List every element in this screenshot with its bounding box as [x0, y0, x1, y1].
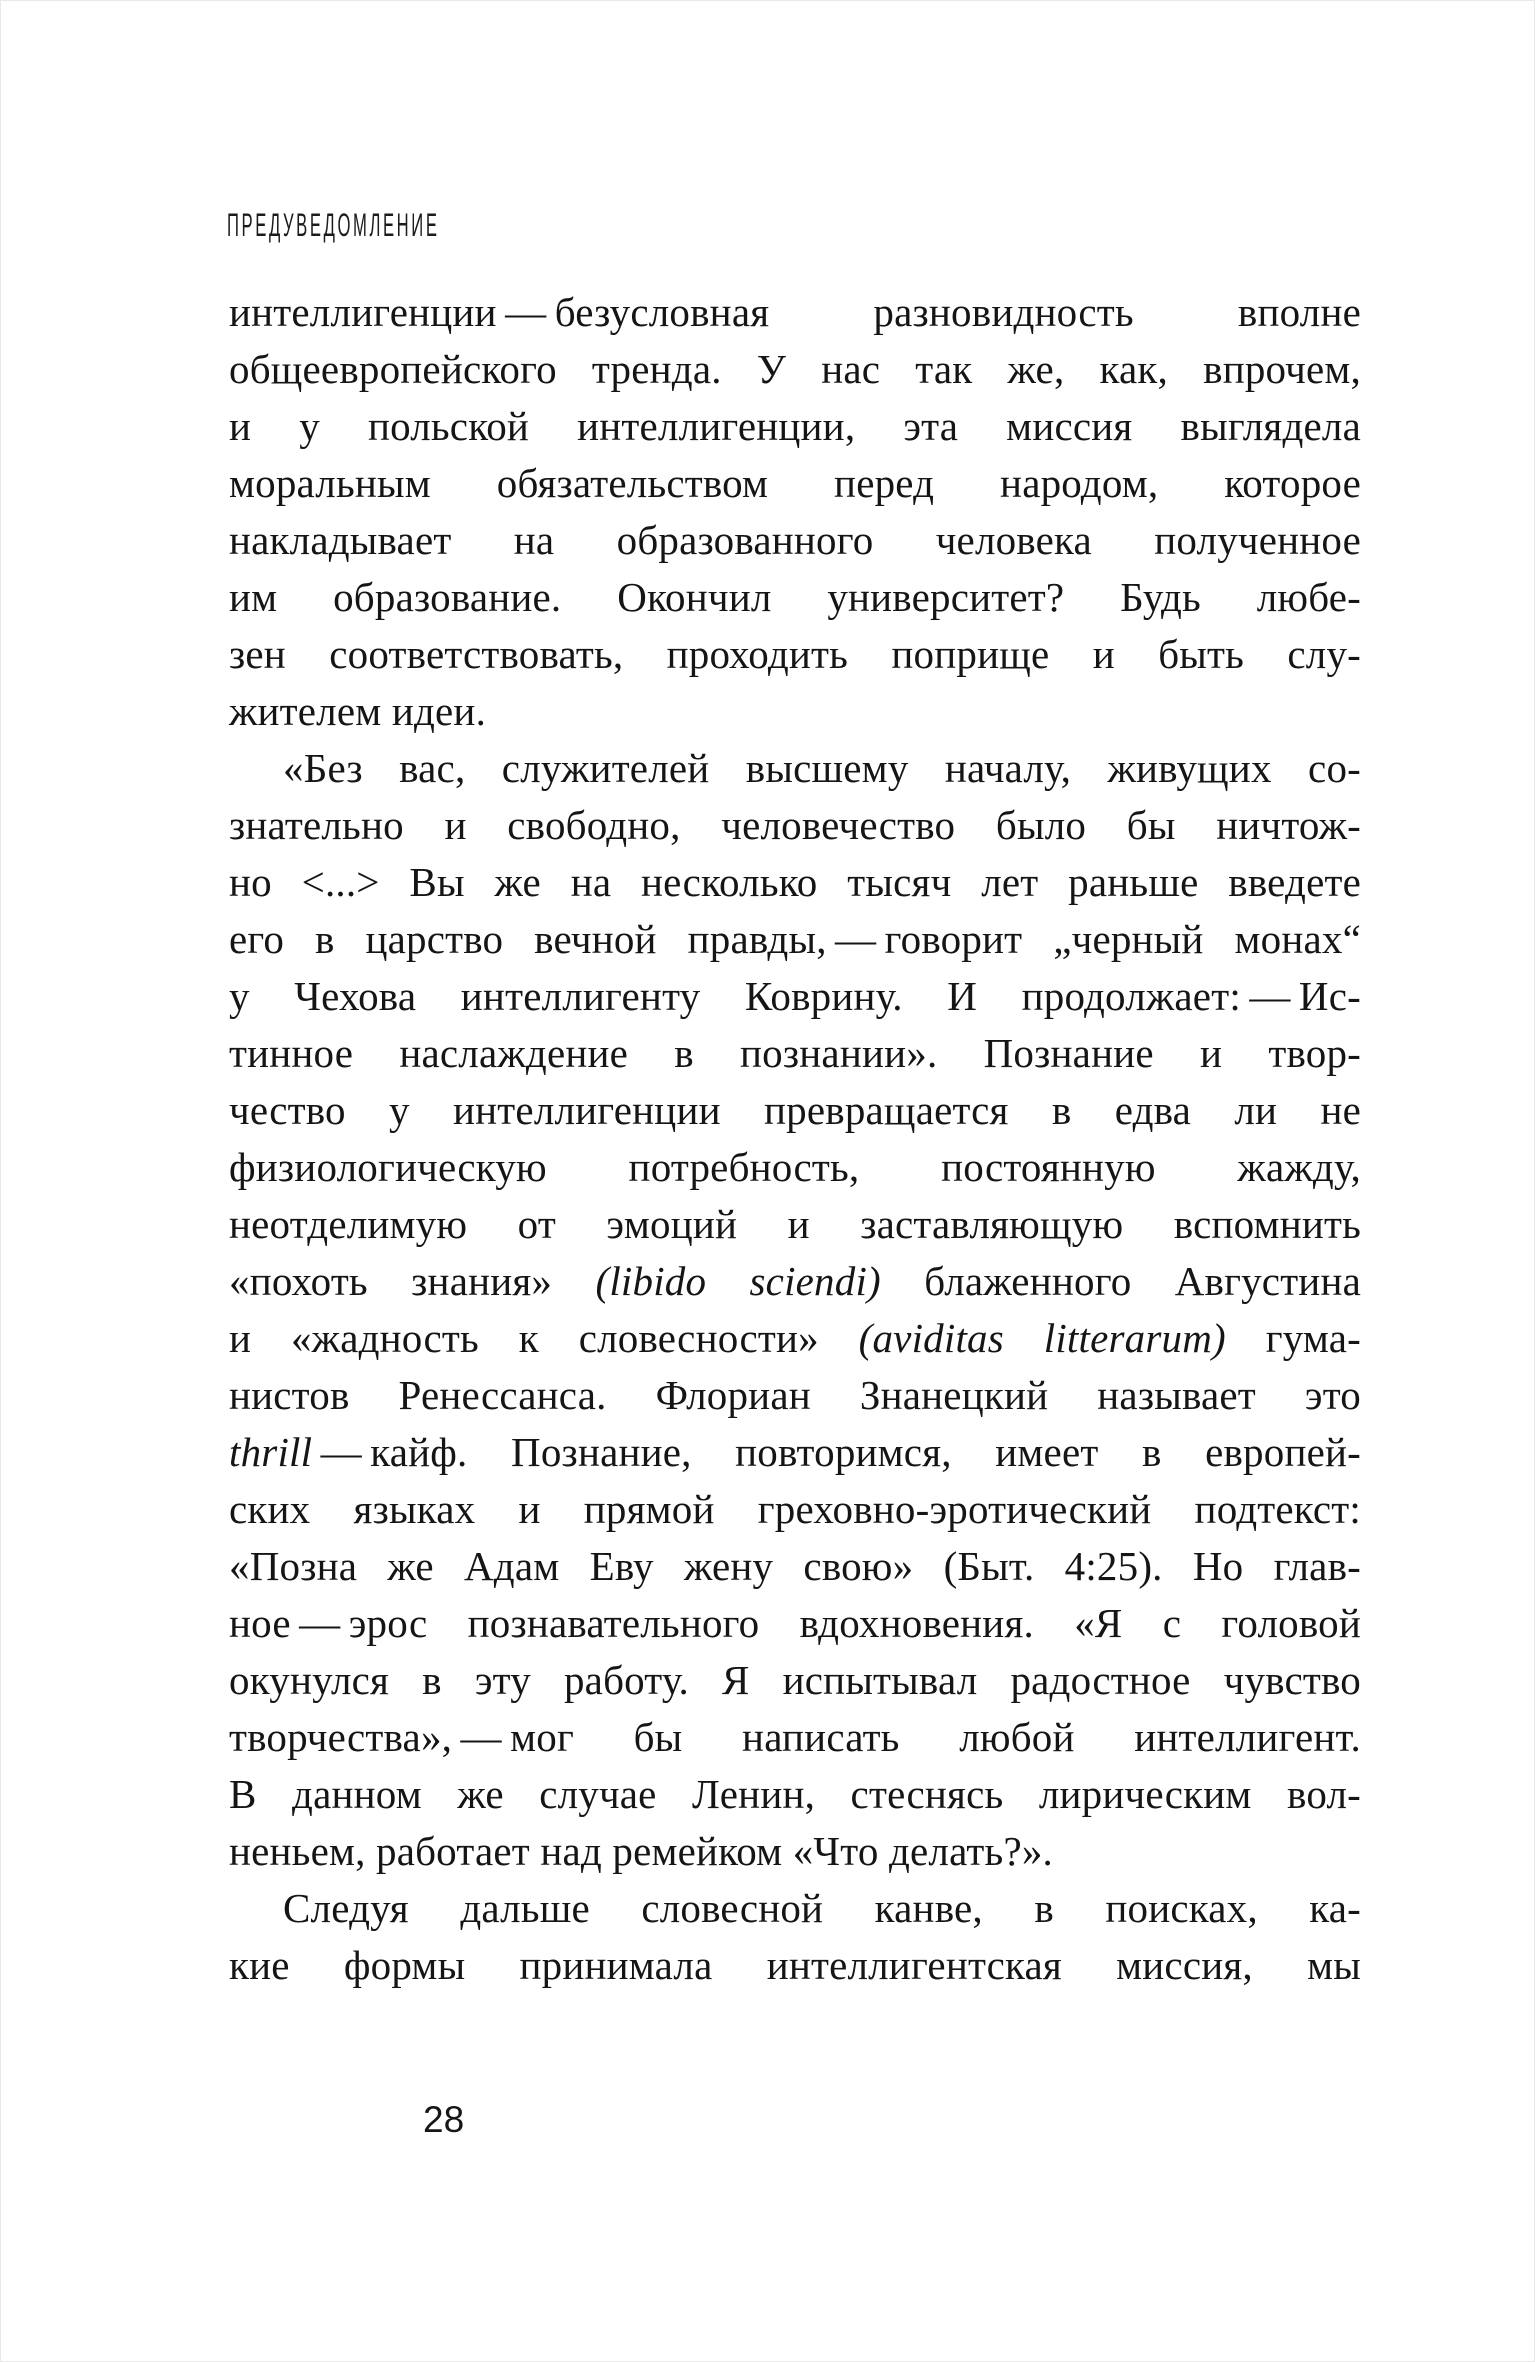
text-segment: накладывает на образованного человека полученное: [229, 517, 1361, 563]
text-line: [229, 740, 1361, 797]
text-segment: у Чехова интеллигенту Коврину. И продолжает: — Ис-: [229, 973, 1361, 1019]
paragraph: [229, 740, 1361, 1880]
text-line: [229, 1595, 1361, 1652]
text-segment: творчества», — мог бы написать любой интеллигент.: [229, 1714, 1361, 1760]
text-line: [229, 911, 1361, 968]
text-line: [229, 1424, 1361, 1481]
text-line: [229, 854, 1361, 911]
text-line: [229, 1196, 1361, 1253]
text-line: [229, 455, 1361, 512]
text-segment: В данном же случае Ленин, стеснясь лирическим вол-: [229, 1771, 1361, 1817]
text-line: [229, 968, 1361, 1025]
text-segment: нистов Ренессанса. Флориан Знанецкий называет это: [229, 1372, 1361, 1418]
text-line: [229, 1880, 1361, 1937]
text-line: [229, 1937, 1361, 1994]
text-segment: «похоть знания»: [229, 1258, 596, 1304]
text-segment: интеллигенции — безусловная разновидность вполне: [229, 289, 1361, 335]
text-line: [229, 398, 1361, 455]
text-segment: моральным обязательством перед народом, которое: [229, 460, 1361, 506]
body-text: [229, 284, 1361, 1994]
paragraph: [229, 284, 1361, 740]
latin-italic-phrase: (aviditas litterarum): [858, 1315, 1226, 1361]
text-segment: блаженного Августина: [880, 1258, 1361, 1304]
text-segment: чество у интеллигенции превращается в едва ли не: [229, 1087, 1361, 1133]
text-segment: Следуя дальше словесной канве, в поисках, ка-: [283, 1885, 1361, 1931]
latin-italic-phrase: thrill: [229, 1429, 313, 1475]
latin-italic-phrase: (libido sciendi): [595, 1258, 881, 1304]
text-line: [229, 1367, 1361, 1424]
text-line: [229, 512, 1361, 569]
text-line: [229, 1481, 1361, 1538]
text-line: [229, 1310, 1361, 1367]
text-line: [229, 1709, 1361, 1766]
paragraph: [229, 1880, 1361, 1994]
text-segment: ских языках и прямой греховно-эротический подтекст:: [229, 1486, 1361, 1532]
running-head: ПРЕДУВЕДОМЛЕНИЕ: [227, 207, 440, 243]
text-segment: неньем, работает над ремейком «Что делать?».: [229, 1828, 1053, 1874]
text-segment: общеевропейского тренда. У нас так же, как, впрочем,: [229, 346, 1361, 392]
text-segment: окунулся в эту работу. Я испытывал радостное чувство: [229, 1657, 1361, 1703]
text-line: [229, 797, 1361, 854]
text-line: [229, 341, 1361, 398]
text-segment: неотделимую от эмоций и заставляющую вспомнить: [229, 1201, 1361, 1247]
text-segment: жителем идеи.: [229, 688, 487, 734]
text-line: [229, 1652, 1361, 1709]
text-line: [229, 1538, 1361, 1595]
text-line: [229, 1766, 1361, 1823]
text-segment: кие формы принимала интеллигентская миссия, мы: [229, 1942, 1361, 1988]
text-line: [229, 683, 1361, 740]
text-line: [229, 1025, 1361, 1082]
text-line: [229, 1139, 1361, 1196]
text-segment: знательно и свободно, человечество было бы ничтож-: [229, 802, 1361, 848]
text-segment: — кайф. Познание, повторимся, имеет в европей-: [312, 1429, 1361, 1475]
text-line: [229, 1823, 1361, 1880]
text-segment: его в царство вечной правды, — говорит „черный монах“: [229, 916, 1361, 962]
text-segment: зен соответствовать, проходить поприще и быть слу-: [229, 631, 1361, 677]
text-segment: тинное наслаждение в познании». Познание и твор-: [229, 1030, 1361, 1076]
text-line: [229, 569, 1361, 626]
text-segment: ное — эрос познавательного вдохновения. «Я с головой: [229, 1600, 1361, 1646]
text-segment: физиологическую потребность, постоянную жажду,: [229, 1144, 1361, 1190]
text-segment: гума-: [1225, 1315, 1361, 1361]
text-line: [229, 626, 1361, 683]
text-segment: и у польской интеллигенции, эта миссия выглядела: [229, 403, 1361, 449]
text-line: [229, 1082, 1361, 1139]
text-line: [229, 1253, 1361, 1310]
text-segment: и «жадность к словесности»: [229, 1315, 859, 1361]
text-line: [229, 284, 1361, 341]
text-segment: но <...> Вы же на несколько тысяч лет раньше введете: [229, 859, 1361, 905]
page-number: 28: [423, 2099, 465, 2140]
text-segment: «Позна же Адам Еву жену свою» (Быт. 4:25). Но глав-: [229, 1543, 1361, 1589]
text-segment: «Без вас, служителей высшему началу, живущих со-: [283, 745, 1361, 791]
text-segment: им образование. Окончил университет? Будь любе-: [229, 574, 1361, 620]
